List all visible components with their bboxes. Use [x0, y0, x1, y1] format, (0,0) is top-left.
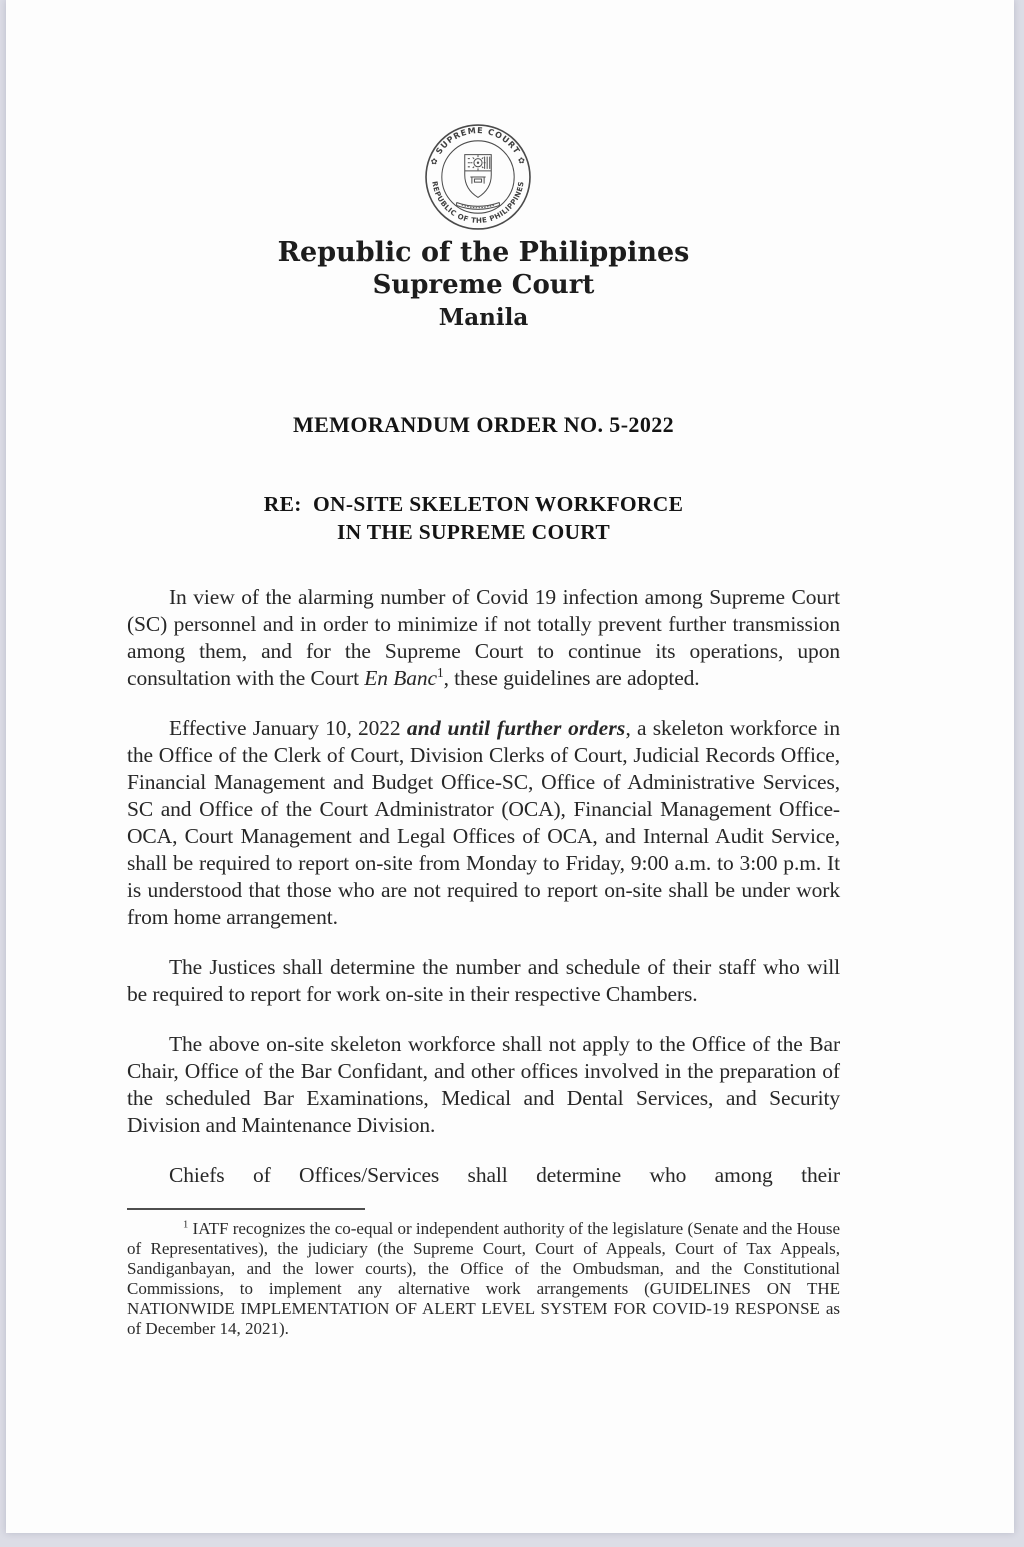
footnote-separator: [127, 1208, 365, 1210]
memo-subject-line2: IN THE SUPREME COURT: [336, 520, 611, 544]
svg-text:✿ SUPREME COURT ✿: [428, 125, 528, 166]
body-paragraph: Effective January 10, 2022 and until further orders, a skeleton workforce in the Office of the Clerk of Court, Division Clerks of Court, Judicial Records Office, Financial Management and Budget Office-SC, Office of Administrative Services, SC and Office of the Court Administrator (OCA), Financial Management Office-OCA, Court Management and Legal Offices of OCA, and Internal Audit Service, shall be required to report on-site from Monday to Friday, 9:00 a.m. to 3:00 p.m. It is understood that those who are not required to report on-site shall be under work from home arrangement.: [127, 716, 841, 929]
svg-text:REPUBLIC OF THE PHILIPPINES: [430, 181, 525, 225]
supreme-court-seal-icon: [425, 124, 531, 230]
letterhead-manila: Manila: [438, 304, 529, 331]
seal-shield-icon: [457, 155, 500, 210]
body-paragraph: In view of the alarming number of Covid 19 infection among Supreme Court (SC) personnel and in order to minimize if not totally prevent further transmission among them, and for the Supreme Court to continue its operations, upon consultation with the Court En Banc$^1$, these guidelines are adopted.: [127, 585, 840, 690]
body-paragraph: Chiefs of Offices/Services shall determine who among their: [169, 1163, 840, 1187]
document-page: [6, 0, 1014, 1533]
memo-body: [127, 584, 840, 1189]
seal-top-text: ✿ SUPREME COURT ✿: [427, 125, 529, 167]
memo-order-title: MEMORANDUM ORDER NO. 5-2022: [292, 412, 675, 437]
memo-content: [127, 584, 840, 1339]
body-paragraph: The Justices shall determine the number and schedule of their staff who will be required to report for work on-site in their respective Chambers.: [127, 955, 840, 1006]
body-paragraph: The above on-site skeleton workforce shall not apply to the Office of the Bar Chair, Office of the Bar Confidant, and other offices involved in the preparation of the scheduled Bar Examinations, Medical and Dental Services, and Security Division and Maintenance Division.: [127, 1032, 840, 1137]
footnote-text: $^1$ IATF recognizes the co-equal or independent authority of the legislature (Senate and the House of Representatives), the judiciary (the Supreme Court, Court of Appeals, Court of Tax Appeals, Sandiganbayan, and the lower courts), the Office of the Ombudsman, and the Constitutional Commissions, to implement any alternative work arrangements (GUIDELINES ON THE NATIONWIDE IMPLEMENTATION OF ALERT LEVEL SYSTEM FOR COVID-19 RESPONSE as of December 14, 2021).: [127, 1219, 840, 1338]
seal-bottom-text: REPUBLIC OF THE PHILIPPINES: [430, 180, 526, 225]
memo-subject-line1: RE: ON-SITE SKELETON WORKFORCE: [263, 492, 684, 516]
letterhead-supreme-court: Supreme Court: [372, 270, 595, 300]
letterhead: [127, 236, 840, 333]
memo-subject: [117, 490, 830, 546]
letterhead-republic: Republic of the Philippines: [277, 237, 690, 268]
